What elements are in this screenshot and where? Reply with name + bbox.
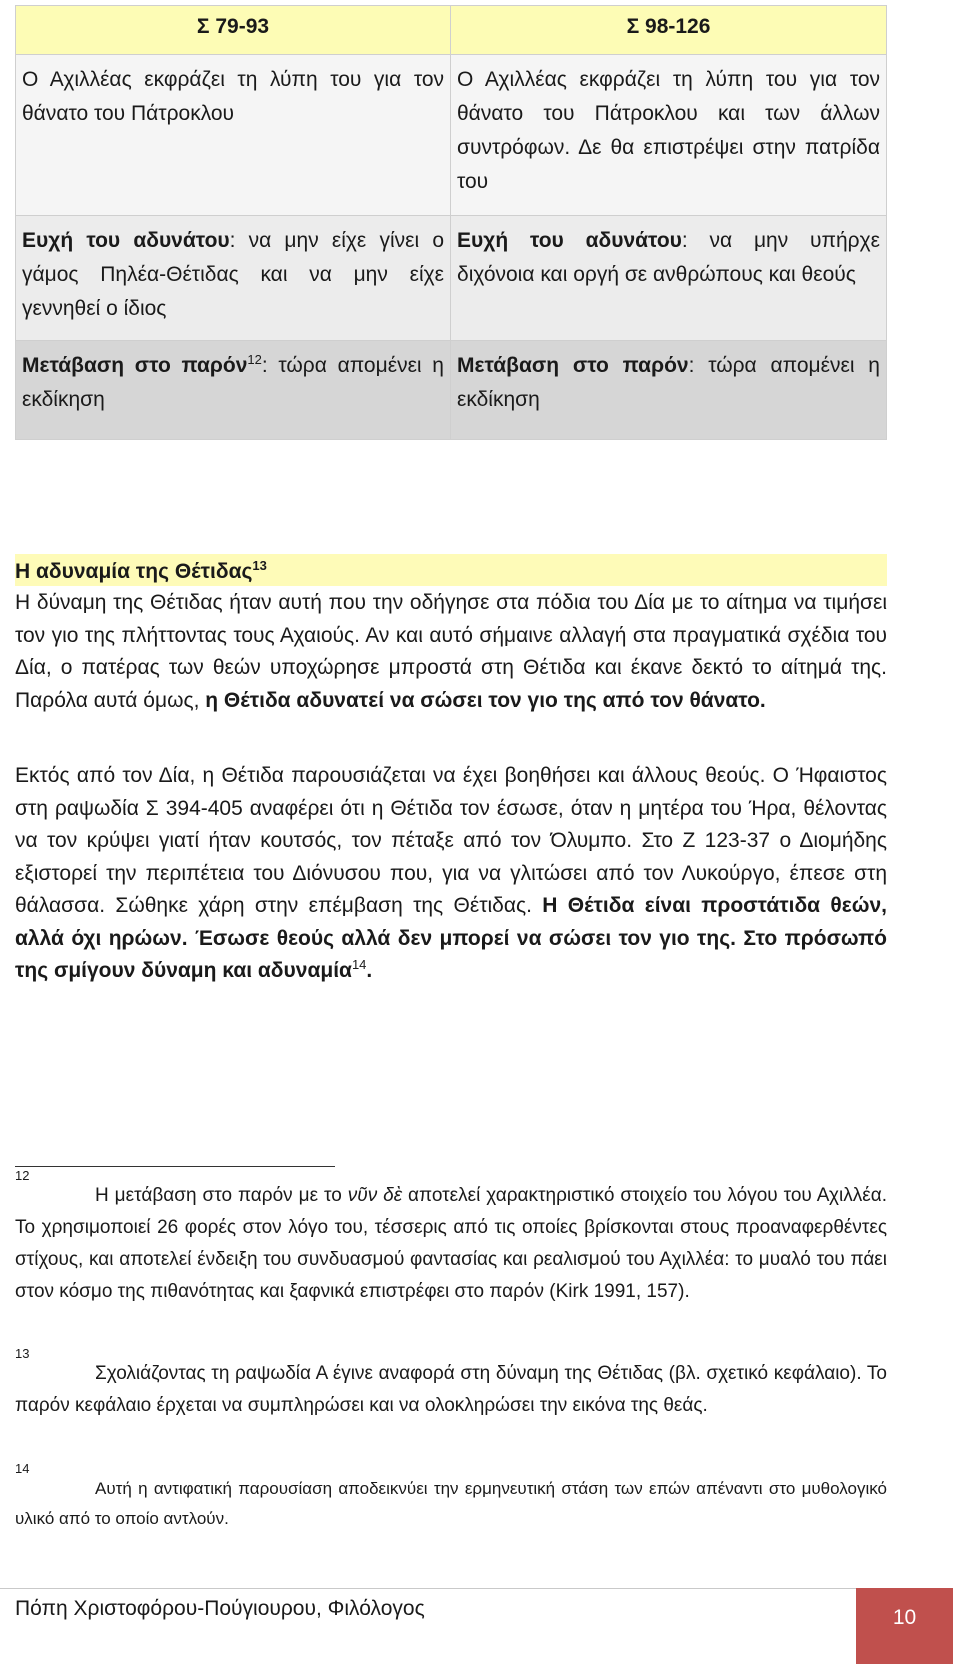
row3-right-text: : τώρα απομένει η εκδίκηση — [457, 354, 880, 411]
row2-left-bold: Ευχή του αδυνάτου — [22, 229, 230, 252]
paragraph-2-bold: Η Θέτιδα είναι προστάτιδα θεών, αλλά όχι ηρώων. Έσωσε θεούς αλλά δεν μπορεί να σώσει τον γιο της. Στο πρόσωπό της σμίγουν δύναμη και αδυναμία — [15, 894, 887, 982]
footnote-text: Η μετάβαση στο παρόν με το — [95, 1185, 348, 1206]
table-row — [16, 216, 887, 341]
row2-left — [16, 216, 451, 341]
footnote-text: αποτελεί χαρακτηριστικό στοιχείο του λόγου του Αχιλλέα. Το χρησιμοποιεί 26 φορές στον λόγο του, τέσσερις από τις οποίες βρίσκονται στους προαναφερθέντες στίχους, και αποτελεί ένδειξη του συνδυασμού φαντασίας και ρεαλισμού του Αχιλλέα: το μυαλό του πάει στον κόσμο της πιθανότητας και ξαφνικά επιστρέφει στο παρόν (Kirk 1991, 157). — [15, 1185, 887, 1302]
page-number: 10 — [856, 1588, 953, 1664]
footnote-number: 12 — [15, 1168, 30, 1183]
paragraph-1-bold: η Θέτιδα αδυνατεί να σώσει τον γιο της από τον θάνατο. — [205, 688, 766, 712]
footnote-text: Αυτή η αντιφατική παρουσίαση αποδεικνύει την ερμηνευτική στάση των επών απέναντι στο μυθολογικό υλικό από το οποίο αντλούν. — [15, 1479, 887, 1528]
row3-left — [16, 341, 451, 440]
section-title — [15, 554, 887, 586]
footer-divider — [0, 1588, 856, 1589]
row3-right — [451, 341, 887, 440]
comparison-table — [15, 5, 887, 440]
footnote-ref-13[interactable]: 13 — [252, 558, 267, 573]
paragraph-1-text: Η δύναμη της Θέτιδας ήταν αυτή που την οδήγησε στα πόδια του Δία με το αίτημα να τιμήσει τον γιο της πλήττοντας τους Αχαιούς. Αν και αυτό σήμαινε αλλαγή στα πραγματικά σχέδια του Δία, ο πατέρας των θεών υποχώρησε μπροστά στη Θέτιδα και έκανε δεκτό το αίτημά της. Παρόλα αυτά όμως, — [15, 591, 887, 712]
paragraph-2-end: . — [366, 959, 373, 982]
footnote-ref-14[interactable]: 14 — [351, 957, 367, 972]
section-title-text: Η αδυναμία της Θέτιδας — [15, 560, 253, 583]
footnote-number: 14 — [15, 1461, 30, 1476]
footnote-13 — [15, 1346, 887, 1422]
row2-right-text: : να μην υπήρχε διχόνοια και οργή σε ανθρώπους και θεούς — [457, 229, 880, 286]
row2-left-text: : να μην είχε γίνει ο γάμος Πηλέα-Θέτιδας και να μην είχε γεννηθεί ο ίδιος — [22, 229, 444, 320]
row3-left-text: : τώρα απομένει η εκδίκηση — [22, 354, 444, 411]
row1-right: Ο Αχιλλέας εκφράζει τη λύπη του για τον θάνατο του Πάτροκλου και των άλλων συντρόφων. Δε θα επιστρέψει στην πατρίδα του — [451, 55, 887, 216]
footer-author: Πόπη Χριστοφόρου-Πούγιουρου, Φιλόλογος — [15, 1597, 425, 1620]
paragraph-2 — [15, 760, 887, 988]
table-row — [16, 341, 887, 440]
paragraph-1 — [15, 587, 887, 717]
footnote-12 — [15, 1168, 887, 1308]
footnote-ref-12[interactable]: 12 — [247, 352, 262, 367]
row2-right — [451, 216, 887, 341]
footnote-italic: νῦν δὲ — [347, 1185, 403, 1206]
table-row — [16, 55, 887, 216]
row3-right-bold: Μετάβαση στο παρόν — [457, 354, 689, 377]
header-right: Σ 98-126 — [451, 6, 887, 55]
footnote-text: Σχολιάζοντας τη ραψωδία Α έγινε αναφορά στη δύναμη της Θέτιδας (βλ. σχετικό κεφάλαιο). Το παρόν κεφάλαιο έρχεται να συμπληρώσει και να ολοκληρώσει την εικόνα της θεάς. — [15, 1363, 887, 1416]
paragraph-2-text: Εκτός από τον Δία, η Θέτιδα παρουσιάζεται να έχει βοηθήσει και άλλους θεούς. Ο Ήφαιστος στη ραψωδία Σ 394-405 αναφέρει ότι η Θέτιδα τον έσωσε, όταν η μητέρα του Ήρα, θέλοντας να τον κρύψει γιατί ήταν κουτσός, τον πέταξε από τον Όλυμπο. Στο Ζ 123-37 ο Διομήδης εξιστορεί την περιπέτεια του Διόνυσου που, για να γλιτώσει από τον Λυκούργο, έπεσε στη θάλασσα. Σώθηκε χάρη στην επέμβαση της Θέτιδας. — [15, 764, 887, 917]
footnote-14 — [15, 1461, 887, 1534]
header-left: Σ 79-93 — [16, 6, 451, 55]
footnote-number: 13 — [15, 1346, 30, 1361]
row1-left: Ο Αχιλλέας εκφράζει τη λύπη του για τον θάνατο του Πάτροκλου — [16, 55, 451, 216]
footnote-separator — [15, 1166, 335, 1167]
row2-right-bold: Ευχή του αδυνάτου — [457, 229, 682, 252]
table-header-row — [16, 6, 887, 55]
row3-left-bold: Μετάβαση στο παρόν — [22, 354, 248, 377]
